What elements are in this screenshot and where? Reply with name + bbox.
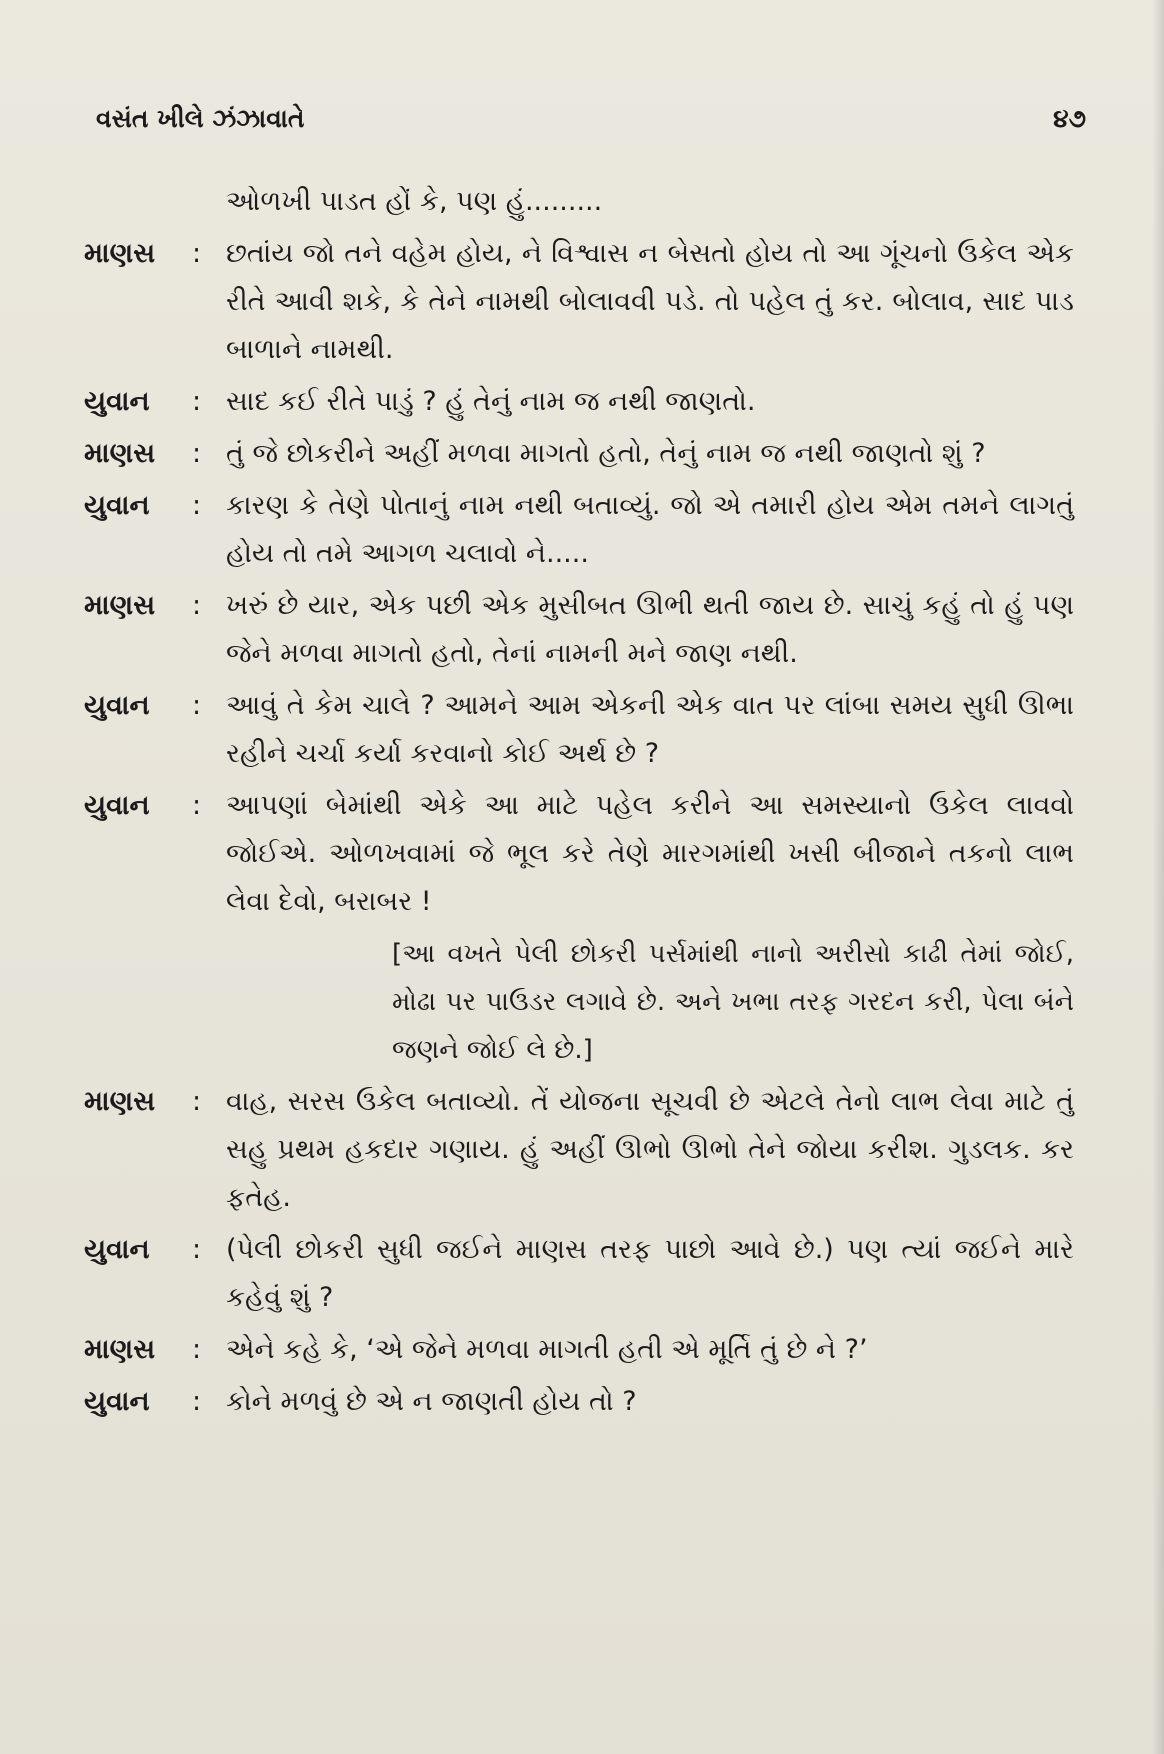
speaker-colon: : [192, 690, 202, 721]
dialogue-text: (પેલી છોકરી સુધી જઈને માણસ તરફ પાછો આવે છે.) પણ ત્યાં જઈને મારે કહેવું શું ? [226, 1234, 1074, 1313]
speaker-name: યુવાન [84, 690, 150, 721]
speaker-colon: : [192, 1234, 202, 1265]
speaker-colon: : [192, 438, 202, 469]
speaker-name: યુવાન [84, 386, 150, 417]
dialogue-text: આવું તે કેમ ચાલે ? આમને આમ એકની એક વાત પર લાંબા સમય સુધી ઊભા રહીને ચર્ચા કર્યા કરવાનો કોઈ અર્થ છે ? [226, 690, 1074, 769]
running-title: વસંત ખીલે ઝંઝાવાતે [96, 104, 305, 133]
speaker-name: માણસ [84, 238, 156, 269]
dialogue-line [84, 482, 1074, 578]
speaker-name: યુવાન [84, 1234, 150, 1265]
speaker-name: માણસ [84, 1086, 156, 1117]
dialogue-text: તું જે છોકરીને અહીં મળવા માગતો હતો, તેનું નામ જ નથી જાણતો શું ? [226, 438, 986, 469]
dialogue-line [84, 682, 1074, 778]
speaker-colon: : [192, 1386, 202, 1417]
dialogue-line [84, 430, 1074, 478]
speaker-name: માણસ [84, 1334, 156, 1365]
dialogue-text: આપણાં બેમાંથી એકે આ માટે પહેલ કરીને આ સમસ્યાનો ઉકેલ લાવવો જોઈએ. ઓળખવામાં જે ભૂલ કરે તેણે મારગમાંથી ખસી બીજાને તકનો લાભ લેવા દેવો, બરાબર ! [226, 790, 1074, 917]
speaker-name: યુવાન [84, 490, 150, 521]
page-header [96, 104, 1086, 144]
speaker-colon: : [192, 790, 202, 821]
speaker-name: યુવાન [84, 1386, 150, 1417]
dialogue-line [84, 1078, 1074, 1222]
dialogue-text: ખરું છે યાર, એક પછી એક મુસીબત ઊભી થતી જાય છે. સાચું કહું તો હું પણ જેને મળવા માગતો હતો, તેનાં નામની મને જાણ નથી. [226, 590, 1074, 669]
dialogue-line [84, 1226, 1074, 1322]
speaker-colon: : [192, 1086, 202, 1117]
dialogue-text: વાહ, સરસ ઉકેલ બતાવ્યો. તેં યોજના સૂચવી છે એટલે તેનો લાભ લેવા માટે તું સહુ પ્રથમ હકદાર ગણાય. હું અહીં ઊભો ઊભો તેને જોયા કરીશ. ગુડલક. કર ફતેહ. [226, 1086, 1074, 1213]
speaker-name: યુવાન [84, 790, 150, 821]
dialogue-line [84, 582, 1074, 678]
dialogue-line [84, 230, 1074, 374]
speaker-colon: : [192, 386, 202, 417]
speaker-colon: : [192, 590, 202, 621]
dialogue-text: ઓળખી પાડત હોં કે, પણ હું......... [226, 186, 603, 217]
speaker-name [84, 178, 192, 226]
dialogue-text: સાદ કઈ રીતે પાડું ? હું તેનું નામ જ નથી જાણતો. [226, 386, 756, 417]
dialogue-line [84, 378, 1074, 426]
page-body [84, 178, 1074, 1430]
dialogue-text: એને કહે કે, ‘એ જેને મળવા માગતી હતી એ મૂર્તિ તું છે ને ?’ [226, 1334, 868, 1365]
dialogue-text: કારણ કે તેણે પોતાનું નામ નથી બતાવ્યું. જો એ તમારી હોય એમ તમને લાગતું હોય તો તમે આગળ ચલાવો ને..... [226, 490, 1074, 569]
dialogue-line [84, 178, 1074, 226]
dialogue-text: કોને મળવું છે એ ન જાણતી હોય તો ? [226, 1386, 637, 1417]
speaker-colon: : [192, 238, 202, 269]
stage-direction: [આ વખતે પેલી છોકરી પર્સમાંથી નાનો અરીસો કાઢી તેમાં જોઈ, મોઢા પર પાઉડર લગાવે છે. અને ખભા તરફ ગરદન કરી, પેલા બંને જણને જોઈ લે છે.] [392, 939, 1074, 1065]
speaker-colon: : [192, 1334, 202, 1365]
dialogue-text: છતાંય જો તને વહેમ હોય, ને વિશ્વાસ ન બેસતો હોય તો આ ગૂંચનો ઉકેલ એક રીતે આવી શકે, કે તેને નામથી બોલાવવી પડે. તો પહેલ તું કર. બોલાવ, સાદ પાડ બાળાને નામથી. [226, 238, 1074, 365]
speaker-name: માણસ [84, 438, 156, 469]
dialogue-line [84, 1378, 1074, 1426]
speaker-name: માણસ [84, 590, 156, 621]
page-number: ૪૭ [1053, 104, 1086, 133]
speaker-colon [192, 178, 226, 226]
speaker-colon: : [192, 490, 202, 521]
dialogue-line [84, 1326, 1074, 1374]
dialogue-line [84, 782, 1074, 926]
